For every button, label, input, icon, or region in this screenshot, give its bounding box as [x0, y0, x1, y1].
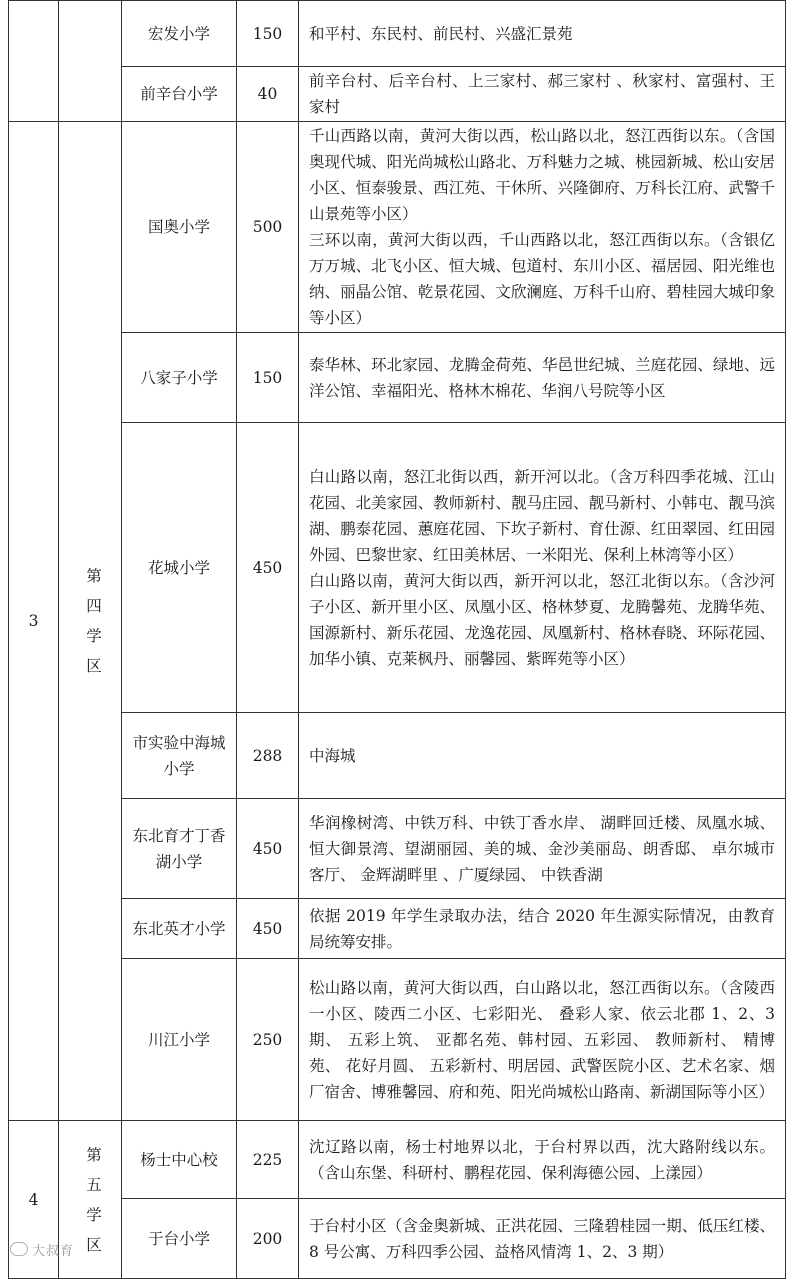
school-name: 东北育才丁香湖小学 — [122, 799, 237, 899]
quota: 500 — [237, 122, 299, 333]
group-district — [59, 122, 122, 1121]
quota: 200 — [237, 1199, 299, 1279]
area — [299, 1199, 786, 1279]
district-label: 第四学区 — [86, 567, 102, 675]
area-paragraph: 三环以南，黄河大街以西，千山西路以北，怒江西街以东。（含银亿万万城、北飞小区、恒大城、包道村、东川小区、福居园、阳光维也纳、丽晶公馆、乾景花园、文欣澜庭、万科千山府、碧桂园大城印象等小区） — [309, 231, 775, 327]
table-row — [9, 67, 786, 122]
school-name: 宏发小学 — [122, 1, 237, 67]
quota: 250 — [237, 959, 299, 1121]
watermark-text: 大叔育 — [32, 1244, 75, 1259]
quota: 450 — [237, 899, 299, 959]
quota: 150 — [237, 1, 299, 67]
school-name: 于台小学 — [122, 1199, 237, 1279]
school-name: 八家子小学 — [122, 333, 237, 423]
area — [299, 423, 786, 713]
area — [299, 67, 786, 122]
table-row — [9, 1199, 786, 1279]
area-paragraph: 泰华林、环北家园、龙腾金荷苑、华邑世纪城、兰庭花园、绿地、远洋公馆、幸福阳光、格林木棉花、华润八号院等小区 — [309, 355, 775, 400]
group-index: 3 — [9, 122, 59, 1121]
chat-bubble-icon — [10, 1242, 28, 1256]
school-name: 川江小学 — [122, 959, 237, 1121]
table-row — [9, 333, 786, 423]
area-paragraph: 依据 2019 年学生录取办法，结合 2020 年生源实际情况，由教育局统筹安排。 — [309, 906, 775, 951]
area — [299, 1, 786, 67]
area-paragraph: 中海城 — [309, 746, 356, 765]
area-paragraph: 前辛台村、后辛台村、上三家村、郝三家村 、秋家村、富强村、王家村 — [309, 72, 775, 116]
group-index — [9, 1, 59, 122]
area — [299, 1121, 786, 1199]
school-name: 东北英才小学 — [122, 899, 237, 959]
quota: 450 — [237, 799, 299, 899]
area — [299, 959, 786, 1121]
school-name: 花城小学 — [122, 423, 237, 713]
area-paragraph: 白山路以南，黄河大街以西，新开河以北，怒江北街以东。（含沙河子小区、新开里小区、凤凰小区、格林梦夏、龙腾馨苑、龙腾华苑、国源新村、新乐花园、龙逸花园、凤凰新村、格林春晓、环际花园、加华小镇、克莱枫丹、丽馨园、紫晖苑等小区） — [309, 571, 775, 668]
quota: 450 — [237, 423, 299, 713]
school-name: 国奥小学 — [122, 122, 237, 333]
table-row — [9, 122, 786, 333]
area — [299, 899, 786, 959]
table-row — [9, 899, 786, 959]
area — [299, 122, 786, 333]
group-index: 4 — [9, 1121, 59, 1279]
table-row — [9, 1, 786, 67]
area — [299, 799, 786, 899]
area-paragraph: 白山路以南，怒江北街以西，新开河以北。（含万科四季花城、江山花园、北美家园、教师新村、靓马庄园、靓马新村、小韩屯、靓马滨湖、鹏泰花园、蕙庭花园、下坎子新村、育仕源、红田翠园、红田园外园、巴黎世家、红田美林居、一米阳光、保利上林湾等小区） — [309, 467, 775, 564]
area-paragraph: 千山西路以南，黄河大街以西，松山路以北，怒江西街以东。（含国奥现代城、阳光尚城松山路北、万科魅力之城、桃园新城、松山安居小区、恒泰骏景、西江苑、干休所、兴隆御府、万科长江府、武警千山景苑等小区） — [309, 127, 775, 223]
school-name: 杨士中心校 — [122, 1121, 237, 1199]
district-label: 第五学区 — [86, 1145, 102, 1254]
table-row — [9, 713, 786, 799]
area-paragraph: 和平村、东民村、前民村、兴盛汇景苑 — [309, 24, 573, 43]
school-district-table — [8, 0, 786, 1279]
area-paragraph: 松山路以南，黄河大街以西，白山路以北，怒江西街以东。（含陵西一小区、陵西二小区、七彩阳光、 叠彩人家、依云北郡 1、2、3 期、 五彩上筑、 亚都名苑、韩村园、五彩园、 教师新村、 精博苑、 花好月圆、 五彩新村、明居园、武警医院小区、艺术名家、烟厂宿舍、博雅馨园、府和苑、阳光尚城松山路南、新湖国际等小区） — [309, 978, 775, 1101]
quota: 288 — [237, 713, 299, 799]
group-district — [59, 1, 122, 122]
area-paragraph: 沈辽路以南，杨士村地界以北，于台村界以西，沈大路附线以东。（含山东堡、科研村、鹏程花园、保利海德公园、上漾园） — [309, 1137, 775, 1182]
table-row — [9, 1121, 786, 1199]
school-name: 市实验中海城小学 — [122, 713, 237, 799]
table-row — [9, 423, 786, 713]
area — [299, 333, 786, 423]
quota: 40 — [237, 67, 299, 122]
area — [299, 713, 786, 799]
table-row — [9, 959, 786, 1121]
area-paragraph: 华润橡树湾、中铁万科、中铁丁香水岸、 湖畔回迁楼、凤凰水城、恒大御景湾、望湖丽园、美的城、金沙美丽岛、朗香邸、 卓尔城市客厅、 金辉湖畔里 、广厦绿园、 中铁香湖 — [309, 813, 775, 884]
school-name: 前辛台小学 — [122, 67, 237, 122]
quota: 225 — [237, 1121, 299, 1199]
area-paragraph: 于台村小区（含金奥新城、正洪花园、三隆碧桂园一期、低压红楼、 8 号公寓、万科四季公园、益格风情湾 1、2、3 期） — [309, 1216, 775, 1261]
watermark — [10, 1240, 74, 1259]
table-row — [9, 799, 786, 899]
quota: 150 — [237, 333, 299, 423]
